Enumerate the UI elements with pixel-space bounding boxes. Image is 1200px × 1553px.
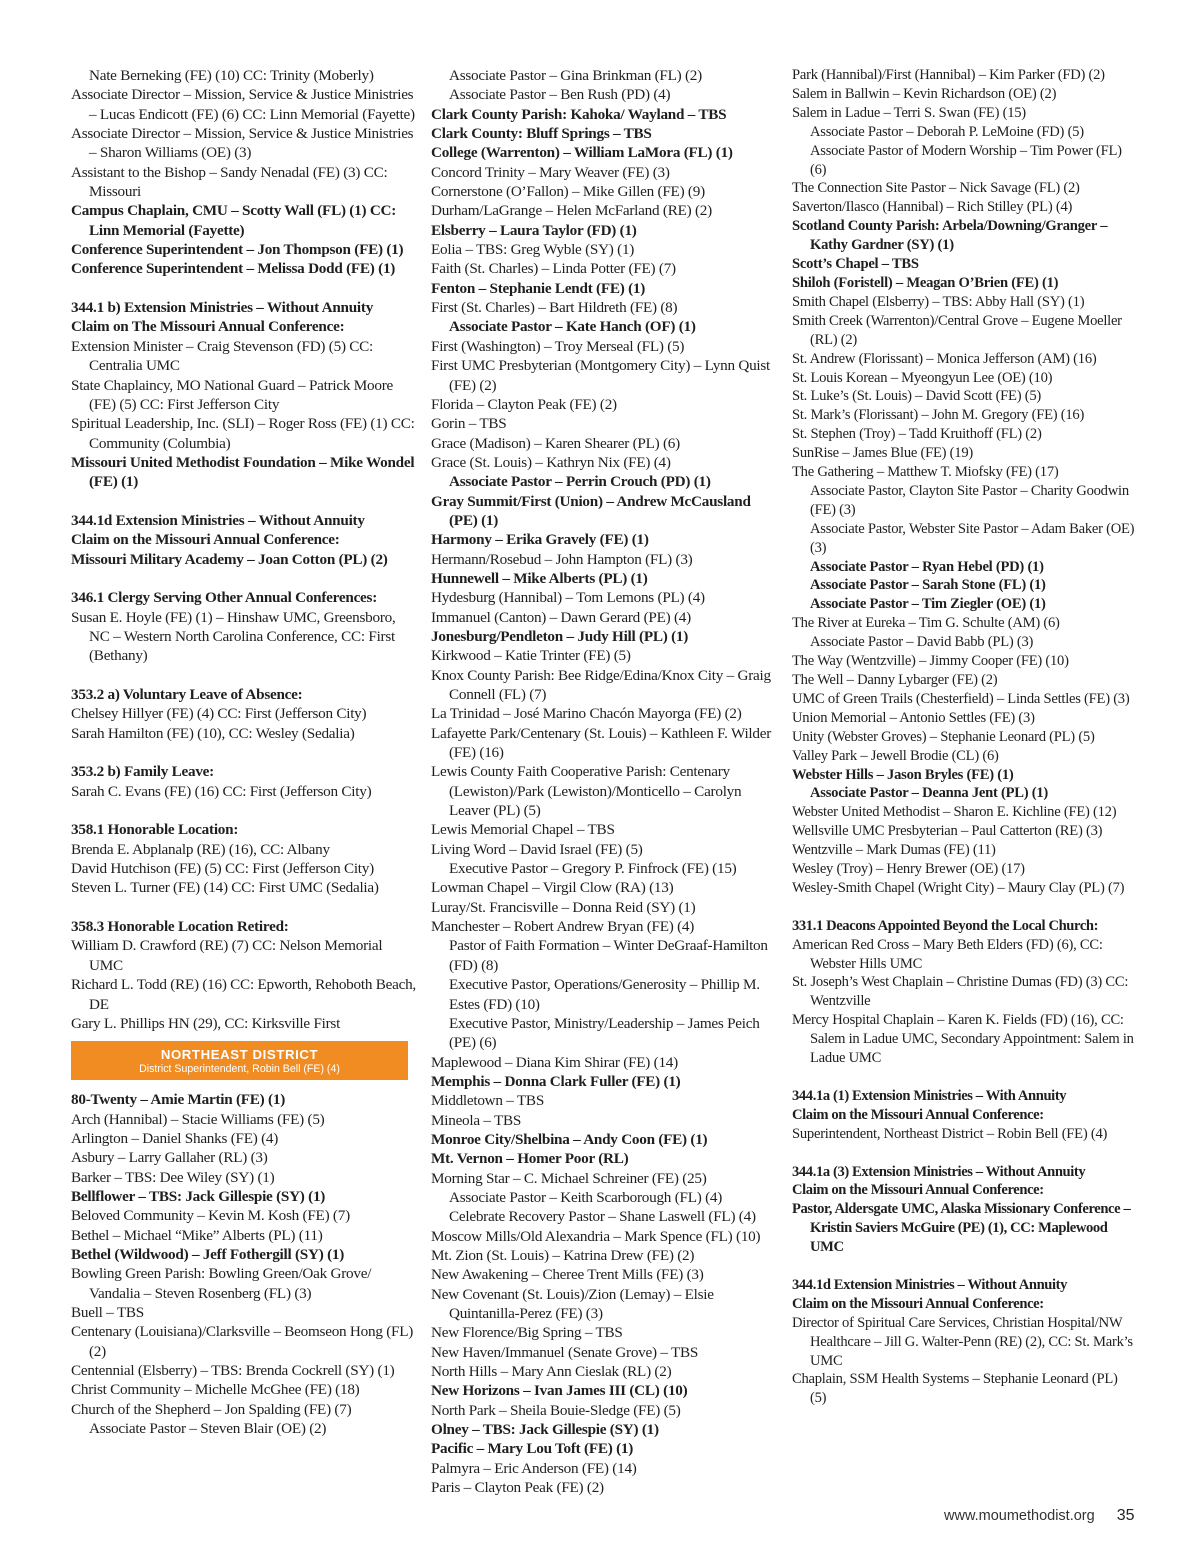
appointment-entry: Associate Pastor – Ryan Hebel (PD) (1) [810, 558, 1044, 575]
appointment-entry: Florida – Clayton Peak (FE) (2) [431, 395, 617, 413]
appointment-entry: Mineola – TBS [431, 1111, 522, 1129]
appointment-entry: Durham/LaGrange – Helen McFarland (RE) (2) [431, 202, 712, 220]
appointment-entry: William D. Crawford (RE) (7) CC: Nelson Memorial UMC [71, 937, 383, 974]
appointment-entry: Clark County Parish: Kahoka/ Wayland – TBS [431, 105, 727, 123]
appointment-entry: St. Stephen (Troy) – Tadd Kruithoff (FL) (2) [792, 426, 1042, 443]
appointment-entry: Associate Pastor – Gina Brinkman (FL) (2) [449, 67, 702, 84]
appointment-entry: Gray Summit/First (Union) – Andrew McCausland (PE) (1) [431, 492, 751, 529]
section-heading: 358.1 Honorable Location: [71, 821, 239, 839]
appointment-entry: Missouri United Methodist Foundation – Mike Wondel (FE) (1) [71, 453, 415, 491]
appointment-entry: Spiritual Leadership, Inc. (SLI) – Roger Ross (FE) (1) CC: Community (Columbia) [71, 415, 415, 452]
appointment-entry: Extension Minister – Craig Stevenson (FD) (5) CC: Centralia UMC [71, 337, 374, 375]
section-spacer [71, 279, 416, 298]
appointment-entry: Palmyra – Eric Anderson (FE) (14) [431, 1459, 637, 1477]
appointment-entry: Conference Superintendent – Melissa Dodd (FE) (1) [71, 260, 396, 278]
section-heading: 353.2 a) Voluntary Leave of Absence: [71, 686, 303, 703]
appointment-entry: Harmony – Erika Gravely (FE) (1) [431, 531, 649, 549]
appointment-entry: Associate Pastor – Perrin Crouch (PD) (1) [449, 473, 711, 491]
appointment-entry: Fenton – Stephanie Lendt (FE) (1) [431, 279, 646, 297]
appointment-entry: Centenary (Louisiana)/Clarksville – Beomseon Hong (FL) (2) [71, 1323, 414, 1360]
appointment-entry: Concord Trinity – Mary Weaver (FE) (3) [431, 163, 670, 181]
appointment-entry: First (St. Charles) – Bart Hildreth (FE) (8) [431, 299, 678, 317]
section-heading: 346.1 Clergy Serving Other Annual Conferences: [71, 589, 378, 607]
appointment-entry: Eolia – TBS: Greg Wyble (SY) (1) [431, 241, 635, 259]
appointment-entry: Associate Pastor – Tim Ziegler (OE) (1) [810, 596, 1046, 613]
appointment-entry: Bethel – Michael “Mike” Alberts (PL) (11) [71, 1226, 323, 1244]
appointment-entry: New Horizons – Ivan James III (CL) (10) [431, 1382, 688, 1400]
appointment-entry: Buell – TBS [71, 1303, 144, 1321]
appointment-entry: Associate Director – Mission, Service & Justice Ministries – Lucas Endicott (FE) (6) CC: Linn Memorial (Fayette) [71, 86, 415, 123]
appointment-entry: Arlington – Daniel Shanks (FE) (4) [71, 1129, 279, 1147]
appointment-entry: The River at Eureka – Tim G. Schulte (AM) (6) [792, 615, 1060, 632]
appointment-entry: Asbury – Larry Gallaher (RL) (3) [71, 1149, 268, 1167]
appointment-entry: St. Louis Korean – Myeongyun Lee (OE) (10) [792, 369, 1053, 386]
appointment-entry: Paris – Clayton Peak (FE) (2) [431, 1479, 604, 1497]
appointment-entry: Scotland County Parish: Arbela/Downing/Granger – Kathy Gardner (SY) (1) [792, 218, 1108, 254]
appointment-entry: Associate Pastor – Steven Blair (OE) (2) [89, 1420, 327, 1438]
appointment-entry: North Park – Sheila Bouie-Sledge (FE) (5) [431, 1401, 681, 1419]
section-spacer [71, 666, 416, 685]
appointment-entry: Pastor, Aldersgate UMC, Alaska Missionary Conference – Kristin Saviers McGuire (PE) (1), CC: Maplewood UMC [792, 1201, 1131, 1256]
appointment-entry: Park (Hannibal)/First (Hannibal) – Kim Parker (FD) (2) [792, 67, 1105, 83]
page-number: 35 [1116, 1507, 1135, 1524]
appointment-entry: Pastor of Faith Formation – Winter DeGraaf-Hamilton (FD) (8) [449, 937, 768, 974]
appointment-entry: Webster Hills – Jason Bryles (FE) (1) [792, 766, 1014, 783]
appointment-entry: The Gathering – Matthew T. Miofsky (FE) (17) [792, 464, 1059, 481]
section-heading: 358.3 Honorable Location Retired: [71, 918, 289, 936]
appointment-entry: Wellsville UMC Presbyterian – Paul Catterton (RE) (3) [792, 823, 1103, 840]
appointment-entry: Executive Pastor, Ministry/Leadership – James Peich (PE) (6) [449, 1014, 760, 1052]
appointment-entry: Smith Creek (Warrenton)/Central Grove – Eugene Moeller (RL) (2) [792, 312, 1122, 348]
section-spacer [71, 743, 416, 762]
section-heading: 331.1 Deacons Appointed Beyond the Local Church: [792, 917, 1099, 934]
footer-website: www.moumethodist.org [944, 1508, 1095, 1524]
appointment-entry: Wesley-Smith Chapel (Wright City) – Maury Clay (PL) (7) [792, 879, 1125, 896]
appointment-entry: Christ Community – Michelle McGhee (FE) (18) [71, 1381, 360, 1399]
appointment-entry: Campus Chaplain, CMU – Scotty Wall (FL) (1) CC: Linn Memorial (Fayette) [71, 202, 397, 239]
appointment-entry: Hermann/Rosebud – John Hampton (FL) (3) [431, 550, 693, 568]
appointment-entry: State Chaplaincy, MO National Guard – Patrick Moore (FE) (5) CC: First Jefferson City [71, 376, 393, 413]
appointment-entry: Associate Director – Mission, Service & Justice Ministries – Sharon Williams (OE) (3) [71, 125, 414, 162]
page-footer [944, 1507, 1135, 1525]
appointment-entry: College (Warrenton) – William LaMora (FL) (1) [431, 144, 733, 162]
section-spacer [792, 898, 1137, 917]
appointment-entry: Assistant to the Bishop – Sandy Nenadal (FE) (3) CC: Missouri [71, 163, 388, 201]
section-spacer [71, 569, 416, 588]
section-heading: 344.1d Extension Ministries – Without Annuity [71, 511, 365, 529]
appointment-entry: Morning Star – C. Michael Schreiner (FE) (25) [431, 1169, 707, 1187]
appointment-entry: Hydesburg (Hannibal) – Tom Lemons (PL) (4) [431, 589, 705, 607]
appointment-entry: Associate Pastor – Kate Hanch (OF) (1) [449, 318, 696, 336]
appointment-entry: Associate Pastor, Clayton Site Pastor – Charity Goodwin (FE) (3) [810, 482, 1129, 518]
appointment-entry: Memphis – Donna Clark Fuller (FE) (1) [431, 1072, 681, 1090]
appointment-entry: Salem in Ladue – Terri S. Swan (FE) (15) [792, 104, 1026, 121]
appointment-entry: Executive Pastor – Gregory P. Finfrock (FE) (15) [449, 860, 737, 878]
appointment-entry: Associate Pastor – Deborah P. LeMoine (FD) (5) [810, 123, 1084, 140]
section-spacer [792, 1257, 1137, 1276]
appointment-entry: Unity (Webster Groves) – Stephanie Leonard (PL) (5) [792, 728, 1095, 745]
appointment-entry: Chelsey Hillyer (FE) (4) CC: First (Jefferson City) [71, 705, 367, 723]
appointment-entry: Webster United Methodist – Sharon E. Kichline (FE) (12) [792, 804, 1117, 821]
appointment-entry: Clark County: Bluff Springs – TBS [431, 125, 652, 143]
appointment-entry: New Haven/Immanuel (Senate Grove) – TBS [431, 1343, 699, 1361]
appointment-entry: Lewis County Faith Cooperative Parish: Centenary (Lewiston)/Park (Lewiston)/Monticello – Carolyn Leaver (PL) (5) [431, 763, 742, 820]
appointment-entry: Susan E. Hoyle (FE) (1) – Hinshaw UMC, Greensboro, NC – Western North Carolina Conference, CC: First (Bethany) [71, 608, 396, 665]
appointment-entry: Saverton/Ilasco (Hannibal) – Rich Stilley (PL) (4) [792, 199, 1073, 216]
appointment-entry: Salem in Ballwin – Kevin Richardson (OE) (2) [792, 85, 1057, 102]
appointment-entry: UMC of Green Trails (Chesterfield) – Linda Settles (FE) (3) [792, 690, 1130, 707]
appointment-entry: Mt. Vernon – Homer Poor (RL) [431, 1150, 629, 1168]
appointment-entry: Bellflower – TBS: Jack Gillespie (SY) (1) [71, 1187, 326, 1205]
appointment-entry: Director of Spiritual Care Services, Christian Hospital/NW Healthcare – Jill G. Walter-Penn (RE) (2), CC: St. Mark’s UMC [792, 1314, 1133, 1369]
appointment-entry: Middletown – TBS [431, 1092, 545, 1110]
appointment-entry: David Hutchison (FE) (5) CC: First (Jefferson City) [71, 860, 374, 878]
appointment-entry: Barker – TBS: Dee Wiley (SY) (1) [71, 1168, 275, 1186]
section-heading: Claim on The Missouri Annual Conference: [71, 318, 345, 336]
appointment-entry: Chaplain, SSM Health Systems – Stephanie Leonard (PL) (5) [792, 1371, 1118, 1407]
section-heading: Claim on the Missouri Annual Conference: [71, 531, 340, 549]
appointment-entry: Associate Pastor – David Babb (PL) (3) [810, 634, 1034, 651]
appointment-entry: Sarah C. Evans (FE) (16) CC: First (Jefferson City) [71, 782, 372, 800]
district-banner [71, 1041, 408, 1080]
appointment-entry: Beloved Community – Kevin M. Kosh (FE) (7) [71, 1207, 350, 1225]
appointment-entry: Associate Pastor – Keith Scarborough (FL) (4) [449, 1188, 723, 1206]
appointment-entry: Living Word – David Israel (FE) (5) [431, 840, 643, 858]
appointment-entry: New Covenant (St. Louis)/Zion (Lemay) – Elsie Quintanilla-Perez (FE) (3) [431, 1285, 714, 1322]
district-banner-subtitle: District Superintendent, Robin Bell (FE) (4) [139, 1063, 340, 1076]
appointment-entry: Centennial (Elsberry) – TBS: Brenda Cockrell (SY) (1) [71, 1362, 395, 1379]
appointment-entry: Steven L. Turner (FE) (14) CC: First UMC (Sedalia) [71, 879, 379, 897]
appointment-entry: Hunnewell – Mike Alberts (PL) (1) [431, 569, 648, 587]
appointment-entry: Bethel (Wildwood) – Jeff Fothergill (SY) (1) [71, 1245, 345, 1263]
column-right [792, 66, 1137, 1408]
section-spacer [71, 801, 416, 820]
section-spacer [792, 1068, 1137, 1087]
appointment-entry: Manchester – Robert Andrew Bryan (FE) (4) [431, 918, 695, 936]
column-middle [431, 66, 781, 1497]
appointment-entry: Grace (St. Louis) – Kathryn Nix (FE) (4) [431, 453, 671, 471]
appointment-entry: SunRise – James Blue (FE) (19) [792, 445, 973, 462]
appointment-entry: Lafayette Park/Centenary (St. Louis) – Kathleen F. Wilder (FE) (16) [431, 724, 772, 762]
section-spacer [71, 898, 416, 917]
appointment-entry: Nate Berneking (FE) (10) CC: Trinity (Moberly) [89, 67, 374, 84]
appointment-entry: Executive Pastor, Operations/Generosity – Phillip M. Estes (FD) (10) [449, 976, 760, 1013]
section-spacer [792, 1144, 1137, 1163]
appointment-entry: Arch (Hannibal) – Stacie Williams (FE) (5) [71, 1110, 325, 1128]
appointment-entry: Associate Pastor of Modern Worship – Tim Power (FL) (6) [810, 142, 1122, 178]
section-heading: 344.1a (1) Extension Ministries – With Annuity [792, 1087, 1067, 1104]
appointment-entry: Superintendent, Northeast District – Robin Bell (FE) (4) [792, 1125, 1108, 1142]
appointment-entry: Knox County Parish: Bee Ridge/Edina/Knox City – Graig Connell (FL) (7) [431, 666, 771, 703]
section-heading: 344.1 b) Extension Ministries – Without Annuity [71, 299, 374, 317]
appointment-entry: The Way (Wentzville) – Jimmy Cooper (FE) (10) [792, 653, 1069, 670]
appointment-entry: Brenda E. Abplanalp (RE) (16), CC: Albany [71, 840, 330, 858]
appointment-entry: St. Andrew (Florissant) – Monica Jefferson (AM) (16) [792, 350, 1097, 367]
appointment-entry: Bowling Green Parish: Bowling Green/Oak Grove/ Vandalia – Steven Rosenberg (FL) (3) [71, 1265, 372, 1302]
appointment-entry: New Florence/Big Spring – TBS [431, 1324, 623, 1342]
appointment-entry: North Hills – Mary Ann Cieslak (RL) (2) [431, 1363, 672, 1381]
appointment-entry: Monroe City/Shelbina – Andy Coon (FE) (1) [431, 1130, 708, 1148]
section-heading: Claim on the Missouri Annual Conference: [792, 1106, 1044, 1123]
appointment-entry: The Well – Danny Lybarger (FE) (2) [792, 672, 998, 688]
appointment-entry: St. Luke’s (St. Louis) – David Scott (FE) (5) [792, 388, 1041, 405]
section-heading: 353.2 b) Family Leave: [71, 763, 214, 781]
appointment-entry: Immanuel (Canton) – Dawn Gerard (PE) (4) [431, 608, 691, 626]
appointment-entry: Shiloh (Foristell) – Meagan O’Brien (FE) (1) [792, 274, 1059, 291]
appointment-entry: Scott’s Chapel – TBS [792, 256, 919, 273]
section-heading: Claim on the Missouri Annual Conference: [792, 1182, 1044, 1199]
appointment-entry: Elsberry – Laura Taylor (FD) (1) [431, 221, 637, 239]
section-heading: 344.1d Extension Ministries – Without Annuity [792, 1276, 1068, 1293]
column-left [71, 66, 416, 1438]
appointment-entry: First UMC Presbyterian (Montgomery City) – Lynn Quist (FE) (2) [431, 357, 771, 394]
appointment-entry: Sarah Hamilton (FE) (10), CC: Wesley (Sedalia) [71, 724, 355, 742]
appointment-entry: Associate Pastor – Deanna Jent (PL) (1) [810, 785, 1049, 802]
appointment-entry: Lowman Chapel – Virgil Clow (RA) (13) [431, 879, 674, 897]
appointment-entry: Associate Pastor – Ben Rush (PD) (4) [449, 86, 671, 104]
appointment-entry: Grace (Madison) – Karen Shearer (PL) (6) [431, 434, 680, 452]
district-banner-title: NORTHEAST DISTRICT [160, 1047, 319, 1063]
appointment-entry: Associate Pastor – Sarah Stone (FL) (1) [810, 577, 1046, 594]
section-heading: Claim on the Missouri Annual Conference: [792, 1295, 1044, 1312]
appointment-entry: Gorin – TBS [431, 415, 507, 433]
section-spacer [71, 492, 416, 511]
appointment-entry: St. Mark’s (Florissant) – John M. Gregory (FE) (16) [792, 407, 1085, 424]
appointment-entry: Missouri Military Academy – Joan Cotton (PL) (2) [71, 550, 388, 568]
appointment-entry: Wesley (Troy) – Henry Brewer (OE) (17) [792, 861, 1025, 878]
appointment-entry: Church of the Shepherd – Jon Spalding (FE) (7) [71, 1400, 352, 1418]
appointment-entry: American Red Cross – Mary Beth Elders (FD) (6), CC: Webster Hills UMC [792, 936, 1103, 972]
appointment-entry: Mt. Zion (St. Louis) – Katrina Drew (FE) (2) [431, 1246, 695, 1264]
appointment-entry: Smith Chapel (Elsberry) – TBS: Abby Hall (SY) (1) [792, 293, 1085, 310]
appointment-entry: Pacific – Mary Lou Toft (FE) (1) [431, 1440, 634, 1458]
appointment-entry: Associate Pastor, Webster Site Pastor – Adam Baker (OE) (3) [810, 520, 1135, 556]
appointment-entry: Maplewood – Diana Kim Shirar (FE) (14) [431, 1053, 678, 1071]
appointment-entry: Jonesburg/Pendleton – Judy Hill (PL) (1) [431, 627, 689, 645]
appointment-entry: Celebrate Recovery Pastor – Shane Laswell (FL) (4) [449, 1208, 756, 1226]
appointment-entry: Lewis Memorial Chapel – TBS [431, 821, 615, 839]
appointment-entry: La Trinidad – José Marino Chacón Mayorga (FE) (2) [431, 705, 742, 723]
appointment-entry: Gary L. Phillips HN (29), CC: Kirksville First [71, 1014, 341, 1032]
appointment-entry: St. Joseph’s West Chaplain – Christine Dumas (FD) (3) CC: Wentzville [792, 974, 1129, 1010]
appointment-entry: Olney – TBS: Jack Gillespie (SY) (1) [431, 1421, 659, 1439]
section-heading: 344.1a (3) Extension Ministries – Without Annuity [792, 1163, 1086, 1180]
appointment-entry: Cornerstone (O’Fallon) – Mike Gillen (FE) (9) [431, 183, 705, 201]
appointment-entry: Valley Park – Jewell Brodie (CL) (6) [792, 747, 999, 764]
appointment-entry: Wentzville – Mark Dumas (FE) (11) [792, 842, 996, 859]
appointment-entry: The Connection Site Pastor – Nick Savage (FL) (2) [792, 180, 1080, 197]
appointment-entry: Mercy Hospital Chaplain – Karen K. Fields (FD) (16), CC: Salem in Ladue UMC, Secondary Appointment: Salem in Ladue UMC [792, 1012, 1134, 1067]
appointment-entry: Union Memorial – Antonio Settles (FE) (3) [792, 709, 1035, 726]
appointment-entry: Richard L. Todd (RE) (16) CC: Epworth, Rehoboth Beach, DE [71, 976, 416, 1013]
appointment-entry: First (Washington) – Troy Merseal (FL) (5) [431, 337, 685, 355]
appointment-entry: Luray/St. Francisville – Donna Reid (SY) (1) [431, 898, 696, 916]
appointment-entry: Conference Superintendent – Jon Thompson (FE) (1) [71, 241, 404, 259]
appointment-entry: Kirkwood – Katie Trinter (FE) (5) [431, 647, 631, 665]
appointment-entry: 80-Twenty – Amie Martin (FE) (1) [71, 1091, 285, 1109]
appointment-entry: New Awakening – Cheree Trent Mills (FE) (3) [431, 1266, 704, 1284]
appointment-entry: Faith (St. Charles) – Linda Potter (FE) (7) [431, 260, 676, 278]
appointment-entry: Moscow Mills/Old Alexandria – Mark Spence (FL) (10) [431, 1227, 761, 1245]
